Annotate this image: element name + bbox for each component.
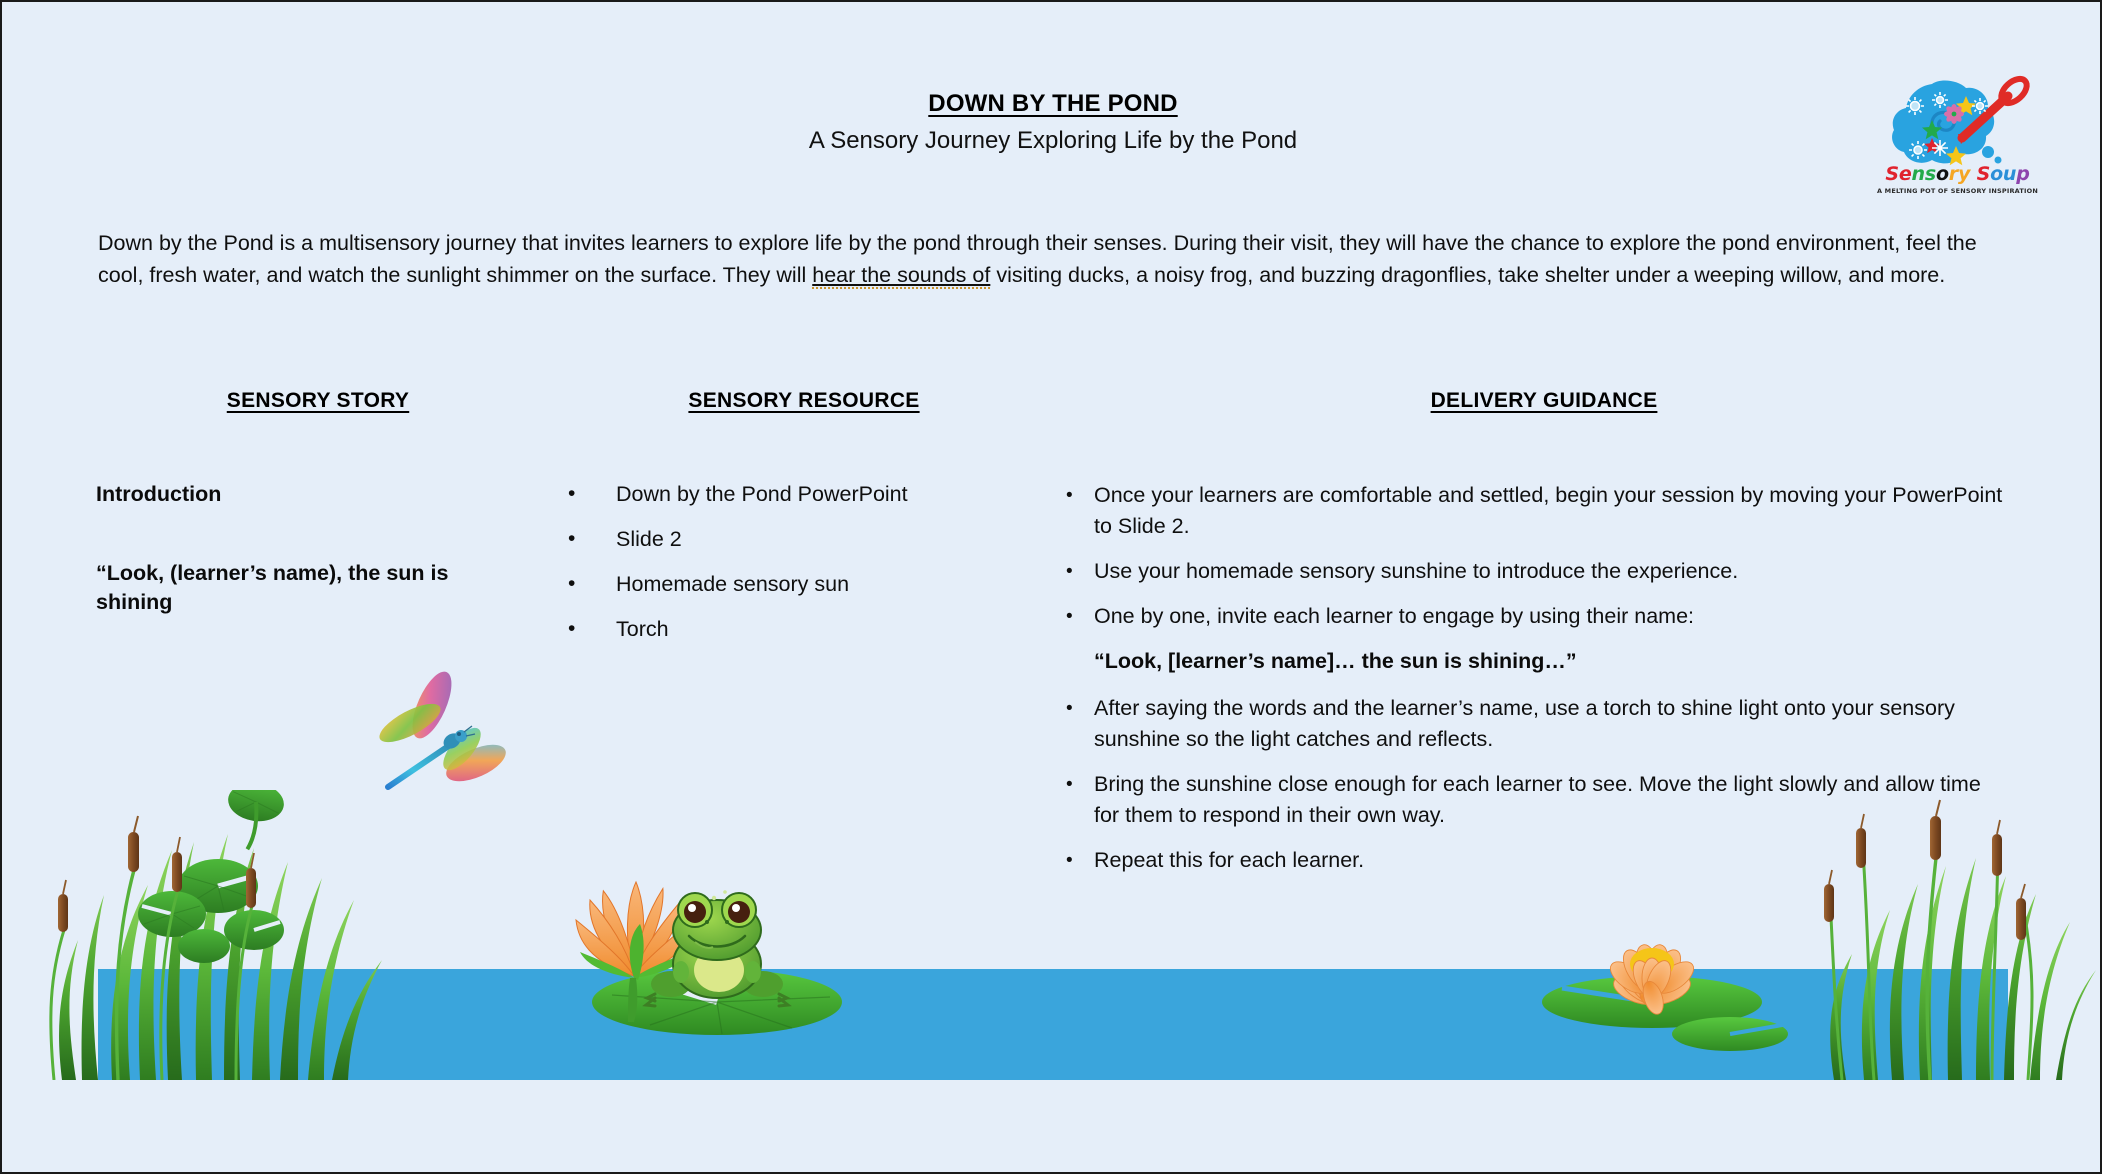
- bullet-icon: •: [1066, 698, 1073, 719]
- column-heading-delivery-guidance: DELIVERY GUIDANCE: [1430, 389, 1658, 412]
- story-spacer: [96, 509, 516, 559]
- bullet-icon: •: [1066, 561, 1073, 582]
- story-section-label: Introduction: [96, 482, 222, 506]
- bullet-icon: •: [1066, 485, 1073, 506]
- bullet-icon: •: [1066, 606, 1073, 627]
- page-title: DOWN BY THE POND: [928, 90, 1178, 117]
- bullet-icon: •: [1066, 774, 1073, 795]
- cattail-reeds-left-icon: [22, 790, 442, 1080]
- intro-text-part2: visiting ducks, a noisy frog, and buzzing dragonflies, take shelter under a weeping willow, and more.: [990, 263, 1946, 287]
- intro-text-part1: Down by the Pond is a multisensory journey that invites learners to explore life by the pond through their senses. During their visit, they will have the chance to explore the pond environment, feel the cool, fresh water, and watch the sunlight shimmer on the surface. They will: [98, 231, 1977, 287]
- intro-paragraph: [98, 227, 2008, 291]
- list-item: [1066, 556, 2006, 587]
- delivery-item-text: Repeat this for each learner.: [1094, 848, 1365, 872]
- delivery-script-quote: “Look, [learner’s name]… the sun is shining…”: [1094, 649, 1577, 673]
- pond-water-band: [98, 969, 2008, 1080]
- list-item: [1066, 845, 2006, 876]
- sensory-resource-column: [568, 480, 968, 660]
- bullet-icon: •: [568, 527, 576, 550]
- document-header: [2, 90, 2102, 155]
- resource-item-label: Homemade sensory sun: [616, 572, 850, 596]
- sensory-story-column: [96, 480, 516, 617]
- delivery-item-text: One by one, invite each learner to engage by using their name:: [1094, 604, 1694, 628]
- column-heading-sensory-resource: SENSORY RESOURCE: [688, 389, 920, 412]
- orange-waterlily-icon: [1502, 922, 1802, 1072]
- bullet-icon: •: [568, 482, 576, 505]
- bullet-icon: •: [1066, 850, 1073, 871]
- delivery-guidance-column: [1066, 480, 2006, 890]
- delivery-item-text: Once your learners are comfortable and settled, begin your session by moving your PowerPoint to Slide 2.: [1094, 483, 2003, 538]
- grammar-suggestion-text: hear the sounds of: [812, 263, 991, 287]
- resource-item-label: Slide 2: [616, 527, 682, 551]
- list-item: [1066, 693, 2006, 755]
- list-item: [568, 570, 968, 598]
- resource-item-label: Down by the Pond PowerPoint: [616, 482, 908, 506]
- list-item: [568, 525, 968, 553]
- bullet-icon: •: [568, 617, 576, 640]
- story-script-line: “Look, (learner’s name), the sun is shining: [96, 561, 449, 614]
- sensory-soup-logo: [1870, 74, 2045, 204]
- list-item: [1066, 480, 2006, 542]
- bullet-icon: •: [568, 572, 576, 595]
- list-item: [1066, 601, 2006, 632]
- logo-wordmark: Sensory Soup: [1885, 163, 2030, 185]
- column-heading-sensory-story: SENSORY STORY: [226, 389, 410, 412]
- logo-splat-spoon-icon: [1870, 74, 2045, 169]
- delivery-item-text: Bring the sunshine close enough for each learner to see. Move the light slowly and allow time for them to respond in their own way.: [1094, 772, 1981, 827]
- logo-tagline: A MELTING POT OF SENSORY INSPIRATION: [1876, 187, 2039, 195]
- frog-on-lilypad-icon: [542, 852, 872, 1042]
- list-item: [568, 480, 968, 508]
- dragonfly-icon: [354, 653, 524, 793]
- delivery-item-text: After saying the words and the learner’s name, use a torch to shine light onto your sensory sunshine so the light catches and reflects.: [1094, 696, 1955, 751]
- list-item: [568, 615, 968, 643]
- delivery-item-text: Use your homemade sensory sunshine to introduce the experience.: [1094, 559, 1739, 583]
- list-item: [1066, 769, 2006, 831]
- page-subtitle: A Sensory Journey Exploring Life by the Pond: [808, 127, 1298, 154]
- resource-item-label: Torch: [616, 617, 669, 641]
